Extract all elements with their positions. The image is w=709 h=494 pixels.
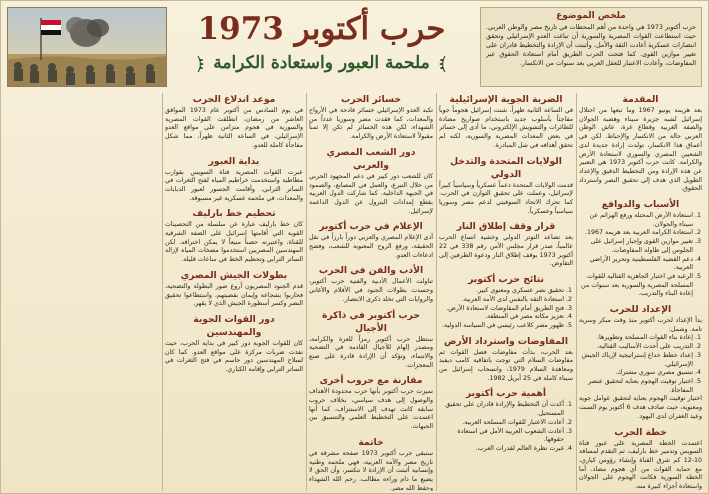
summary-heading: ملخص الموضوع (556, 11, 626, 21)
section-heading: موعد اندلاع الحرب (192, 94, 276, 105)
title-block (171, 7, 472, 87)
section-importance (439, 387, 573, 453)
section-conclusion (309, 436, 433, 491)
section-text: في الساعة الثانية ظهراً، شنت إسرائيل هجوماً جوياً مفاجئاً بأسلوب جديد باستخدام صواريخ مضادة للطائرات والتشويش الإلكتروني، ما أدى إلى خسائر في بعض المعدات المصرية والسورية، لكنه لم تحقق أهدافه في شل المبادرة. (439, 107, 573, 149)
section-plan (579, 426, 702, 492)
section-text: قدم الجنود المصريون أروع صور البطولة والتضحية، فحاربوا بشجاعة وإيمان بقضيتهم، واستطاعوا تحقيق النصر وكسر أسطورة الجيش الذي لا يقهر. (165, 282, 303, 308)
list-item: 1. تحقيق نصر عسكري ومعنوي كبير. (439, 287, 564, 296)
section-role (309, 146, 433, 217)
section-heading: قرار وقف إطلاق النار (456, 221, 556, 233)
section-barlev (165, 207, 303, 265)
column-divider (306, 93, 307, 491)
laurel-left-icon (189, 55, 207, 73)
section-text: بعد هزيمة يونيو 1967 وما تبعها من احتلال إسرائيل لشبه جزيرة سيناء وهضبة الجولان والضفة الغربية وقطاع غزة، عاش الوطن العربي حالة من الانكسار والإحباط. لكن في أعماق هذا الانكسار، تولدت إرادة جديدة لدى الشعبين المصري والسوري لاستعادة الأرض والكرامة. كانت حرب أكتوبر 1973 هي التعبير عن هذه الإرادة ومن التخطيط الدقيق والإعداد الطويل الذي هدف إلى تحقيق النصر واسترداد الحقوق. (579, 107, 702, 193)
prep-list (579, 334, 702, 395)
list-item: 2. استعادة الكرامة العربية بعد هزيمة 1967. (579, 229, 693, 238)
section-text: في يوم السادس من أكتوبر عام 1973 الموافق العاشر من رمضان، انطلقت القوات المصرية والسورية في هجوم متزامن على مواقع العدو الإسرائيلي، في الساعة الثانية ظهراً، مما شكل مفاجأة كاملة للعدو. (165, 107, 303, 149)
list-item: 3. أعادت الشعوب العربية الأمل في استعادة حقوقها. (439, 428, 564, 445)
section-arts (309, 264, 433, 304)
section-heading: دور الشعب المصري والعربي (326, 146, 416, 171)
section-text: كان للقوات الجوية دور كبير في بداية الحرب، حيث نفذت ضربات مركزة على مواقع العدو. كما كان لسلاح المهندسين دور حاسم في فتح الثغرات في الساتر الترابي وإقامة الكباري. (165, 339, 303, 374)
column-divider (162, 93, 163, 491)
section-results (439, 273, 573, 331)
summary-box (480, 7, 702, 87)
section-heading: الأسباب والدوافع (601, 199, 680, 211)
section-forces (165, 313, 303, 375)
section-heading: بطولات الجيش المصري (180, 269, 288, 281)
summary-text: حرب أكتوبر 1973 هي واحدة من أهم المحطات في تاريخ مصر والوطن العربي. حيث استطاعت القوات المصرية والسورية أن تباغت العدو الإسرائيلي وتحقق انتصارات عسكرية أعادت الثقة والأمل، وأثبتت أن الإرادة والتخطيط قادران على تغيير موازين القوى. كما فتحت الحرب الطريق أمام استعادة الحقوق عبر المفاوضات، وأعادت الاعتبار للعقل العربي بعد سنوات من الانكسار. (486, 23, 696, 67)
section-text: ستبقى حرب أكتوبر 1973 صفحة مشرقة في تاريخ مصر والأمة العربية، فهي ملحمة وطنية وإنسانية أثبتت أن الإرادة لا تنكسر، وأن الحق لا يضيع ما دام وراءه مطالب. رحم الله الشهداء وحفظ الله مصر. (309, 449, 433, 491)
section-army (165, 269, 303, 309)
section-heading: المقدمة (622, 94, 659, 105)
list-item: 1. أكدت أن التخطيط والإرادة قادران على تحقيق المستحيل. (439, 401, 564, 418)
list-item: 5. ظهور مصر كلاعب رئيسي في السياسة الدولية. (439, 322, 564, 331)
section-compare (309, 374, 433, 432)
list-item: 2. أعادت الاعتبار للقوات المسلحة العربية. (439, 419, 564, 428)
section-text: بعد تصاعد التوتر الدولي وخشية اتساع الحرب عالمياً، صدر قرار مجلس الأمن رقم 338 في 22 أكتوبر 1973 بوقف إطلاق النار ودعوة الطرفين إلى التفاوض. (439, 234, 573, 268)
section-losses (309, 93, 433, 142)
section-negotiations (439, 335, 573, 384)
section-heading: الولايات المتحدة والتدخل الدولي (450, 155, 562, 180)
section-heading: أهمية حرب أكتوبر (465, 388, 547, 400)
section-text: كان خط بارليف عبارة عن سلسلة من التحصينات القوية التي أقامتها إسرائيل على الضفة الشرقية للقناة، واعتبرته حصناً منيعاً لا يمكن اختراقه. لكن المهندسين المصريين استخدموا مضخات المياه لإزالة الساتر الترابي وتحطيم الخط في ساعات قليلة. (165, 221, 303, 264)
causes-list (579, 212, 702, 299)
importance-list (439, 401, 573, 453)
section-text: بدأ الإعداد لحرب أكتوبر منذ وقت مبكر وسرية تامة. وشمل: (579, 317, 702, 333)
section-text: تكبد العدو الإسرائيلي خسائر فادحة في الأرواح والمعدات، كما فقدت مصر وسوريا عدداً من الشهداء، لكن هذه الخسائر لم تكن إلا ثمناً مقبولاً لاستعادة الأرض والكرامة. (309, 107, 433, 141)
section-text: كان للشعب دور كبير في دعم المجهود الحربي من خلال التبرع، والعمل في المصانع، والصمود في الجبهة الداخلية. كما شاركت الدول العربية بقطع إمدادات البترول عن الدول الداعمة لإسرائيل. (309, 172, 433, 215)
section-memory (309, 309, 433, 371)
section-heading: الضربة الجوية الإسرائيلية (449, 94, 563, 105)
results-list (439, 287, 573, 331)
section-intro (579, 93, 702, 194)
list-item: 4. دعم القضية الفلسطينية وتحرير الأراضي العربية. (579, 256, 693, 273)
section-heading: خسائر الحرب (341, 94, 401, 105)
section-heading: خطة الحرب (614, 426, 667, 438)
section-heading: دور القوات الجوية والمهندسين (193, 313, 275, 338)
list-item: 4. غيرت نظرة العالم لقدرات العرب. (439, 445, 564, 454)
section-text: قدمت الولايات المتحدة دعماً عسكرياً وسياسياً كبيراً لإسرائيل، وعملت على تحقيق التوازن في الحرب. كما تحرك الاتحاد السوفيتي لدعم مصر وسوريا سياسياً وعسكرياً. (439, 181, 573, 215)
laurel-right-icon (436, 55, 454, 73)
war-scene-image (7, 8, 166, 87)
list-item: 3. إعداد خطط خداع إستراتيجية لإرباك الجيش الإسرائيلي. (579, 352, 693, 369)
section-causes (579, 198, 702, 299)
section-text: عبرت القوات المصرية قناة السويس بقوارب مطاطية واستخدمت خراطيم المياه لفتح الثغرات في الساتر الترابي، وأقامت الجسور لعبور الدبابات والمعدات، في ملحمة عسكرية غير مسبوقة. (165, 168, 303, 202)
section-text: اعتمدت الخطة المصرية على عبور قناة السويس وتدمير خط بارليف، ثم التقدم لمسافة 10-12 كم شرق القناة وإنشاء رؤوس كباري، مع حماية القوات من أي هجوم مضاد. أما الخطة السورية فكانت الهجوم على الجولان واستعادة أجزاء كبيرة منه. (579, 439, 702, 491)
section-heading: نتائج حرب أكتوبر (468, 274, 544, 286)
page-subtitle (171, 51, 472, 75)
section-text: تناولت الأعمال الأدبية والفنية حرب أكتوبر، وجسدت بطولات الجنود في الأفلام والأغاني والروايات التي تخلد ذكرى الانتصار. (309, 278, 433, 303)
section-heading: تحطيم خط بارليف (192, 208, 276, 220)
section-outbreak (165, 93, 303, 151)
section-prep (579, 303, 702, 421)
list-item: 3. فتح الطريق أمام المفاوضات لاستعادة الأرض. (439, 305, 564, 314)
section-crossing (165, 155, 303, 204)
list-item: 2. استعادة الثقة بالنفس لدى الأمة العربية. (439, 296, 564, 305)
section-heading: الإعلام في حرب أكتوبر (319, 221, 423, 233)
section-text: أدى الإعلام المصري والعربي دوراً بارزاً في نقل الحقيقة، ورفع الروح المعنوية للشعب، وفضح ادعاءات العدو. (309, 234, 433, 259)
subtitle-text: ملحمة العبور واستعادة الكرامة (213, 53, 430, 73)
list-item: 4. تعزيز مكانة مصر في المنطقة. (439, 313, 564, 322)
section-heading: خاتمة (358, 436, 384, 448)
section-text: اختيار توقيت الهجوم بعناية لتحقيق عوامل جوية ومعنوية، حيث صادف هدف 6 أكتوبر يوم السبت وعيد الغفران لدى اليهود. (579, 395, 702, 420)
list-item: 1. إعادة بناء القوات المسلحة وتطويرها. (579, 334, 693, 343)
section-heading: الإعداد للحرب (609, 304, 672, 316)
section-heading: الأدب والفن في الحرب (318, 265, 424, 277)
column-2 (439, 93, 573, 491)
column-4 (165, 93, 303, 491)
column-3 (309, 93, 433, 491)
list-item: 1. استعادة الأرض المحتلة ورفع الهزائم عن سيناء والجولان. (579, 212, 693, 229)
list-item: 5. الرغبة في اختبار الجاهزية القتالية للقوات المسلحة المصرية والسورية بعد سنوات من إعادة البناء والتدريب. (579, 273, 693, 299)
section-air (439, 93, 573, 151)
section-heading: حرب أكتوبر في ذاكرة الأجيال (322, 309, 420, 334)
list-item: 5. اختيار توقيت الهجوم بعناية لتحقيق عنصر المفاجأة. (579, 378, 693, 395)
column-1 (579, 93, 702, 491)
list-item: 4. تنسيق مصري سوري مشترك. (579, 369, 693, 378)
column-divider (436, 93, 437, 491)
section-heading: مقارنة مع حروب أخرى (319, 375, 423, 387)
list-item: 2. التدريب على أحدث الأساليب القتالية. (579, 343, 693, 352)
section-media (309, 220, 433, 260)
war-photo (7, 7, 167, 87)
section-intl (439, 155, 573, 217)
section-text: بعد الحرب، بدأت مفاوضات فصل القوات ثم مفاوضات السلام التي توجت باتفاقية كامب ديفيد ومعاهدة السلام 1979، وانسحاب إسرائيل من سيناء كاملة في 25 أبريل 1982. (439, 348, 573, 382)
section-ceasefire (439, 220, 573, 269)
section-text: ستظل حرب أكتوبر رمزاً للعزة والكرامة، ومصدر إلهام للأجيال القادمة في التضحية والانتماء، وتؤكد أن الإرادة قادرة على صنع المعجزات. (309, 335, 433, 369)
section-text: تميزت حرب أكتوبر بأنها حرب محدودة الأهداف والوصول إلى هدف سياسي، بخلاف حروب سابقة كانت تهدف إلى الاستنزاف، كما أنها اعتمدت على التخطيط العلمي والتنسيق بين الجبهات. (309, 388, 433, 431)
section-heading: المفاوضات واسترداد الأرض (443, 335, 569, 347)
page-title: حرب أكتوبر 1973 (197, 11, 446, 47)
list-item: 3. تغيير موازين القوى وإجبار إسرائيل على الجلوس إلى طاولة المفاوضات. (579, 238, 693, 255)
column-divider (576, 93, 577, 491)
section-heading: بداية العبور (208, 155, 260, 167)
